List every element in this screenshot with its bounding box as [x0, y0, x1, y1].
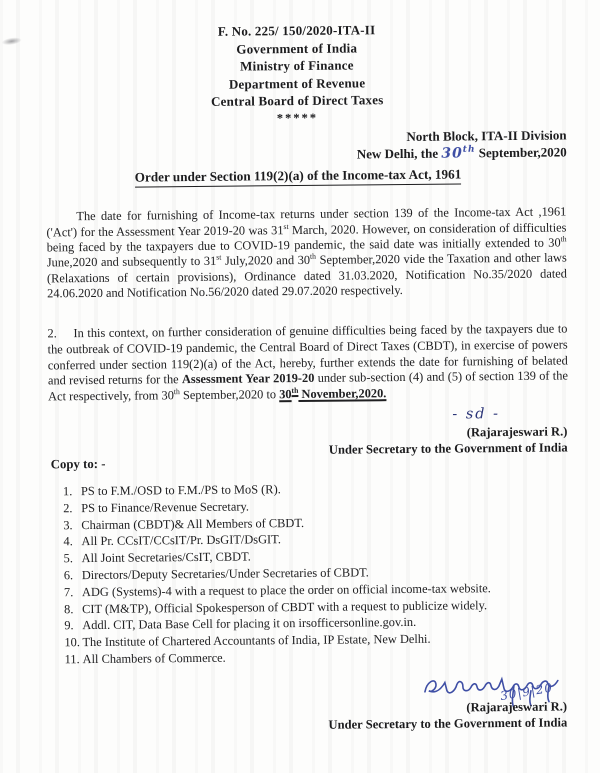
copy-to-item-number: 6.	[63, 568, 74, 583]
copy-to-item-number: 9.	[64, 618, 74, 633]
signatory-1-name: (Rajarajeswari R.)	[466, 424, 568, 440]
copy-to-item-text: All Pr. CCsIT/CCsIT/Pr. DsGIT/DsGIT.	[81, 532, 281, 549]
sd-handwritten-mark: - sd -	[452, 406, 501, 423]
copy-to-item-number: 11.	[64, 652, 80, 667]
handwritten-day: 30th	[441, 144, 476, 162]
signature-handwritten-date: 30|9|20	[499, 680, 554, 704]
copy-to-item-text: PS to Finance/Revenue Secretary.	[81, 499, 250, 515]
signatory-2-name: (Rajarajeswari R.)	[466, 699, 568, 715]
org-line-board: Central Board of Direct Taxes	[210, 92, 384, 109]
org-line-department: Department of Revenue	[228, 74, 366, 92]
paragraph-2-number: 2.	[47, 326, 57, 341]
signatory-1-designation: Under Secretary to the Government of India	[328, 440, 568, 457]
copy-to-item-text: Addl. CIT, Data Base Cell for placing it on irsofficersonline.gov.in.	[82, 615, 417, 633]
copy-to-item-text: All Joint Secretaries/CsIT, CBDT.	[81, 549, 251, 566]
copy-to-label: Copy to: -	[50, 456, 106, 472]
signatory-2-designation: Under Secretary to the Government of India	[328, 715, 568, 732]
copy-to-item-text: Chairman (CBDT)& All Members of CBDT.	[81, 515, 305, 532]
paragraph-2	[47, 322, 568, 405]
division-line: North Block, ITA-II Division	[406, 127, 567, 144]
copy-to-item-text: The Institute of Chartered Accountants of India, IP Estate, New Delhi.	[82, 631, 431, 650]
copy-to-item-number: 4.	[63, 534, 73, 549]
copy-to-item-number: 1.	[62, 484, 73, 499]
copy-to-item-text: Directors/Deputy Secretaries/Under Secretaries of CBDT.	[81, 565, 369, 583]
separator-stars: *****	[276, 110, 319, 125]
copy-to-item-number: 8.	[64, 601, 74, 616]
signatory-block-1	[329, 424, 568, 458]
signatory-block-2	[328, 699, 567, 733]
copy-to-item-number: 2.	[63, 500, 73, 516]
copy-to-item-text: CIT (M&TP), Official Spokesperson of CBDT with a request to publicize widely.	[82, 597, 488, 616]
copy-to-item-number: 7.	[63, 584, 74, 600]
copy-to-item-number: 5.	[63, 551, 74, 566]
copy-to-list	[63, 478, 570, 668]
date-line	[357, 144, 567, 163]
org-line-ministry: Ministry of Finance	[240, 57, 354, 74]
date-prefix: New Delhi, the	[356, 145, 442, 161]
copy-to-item-number: 10.	[64, 635, 81, 650]
org-line-government: Government of India	[236, 39, 358, 57]
copy-to-item-number: 3.	[63, 517, 73, 532]
copy-to-item-text: All Chambers of Commerce.	[82, 650, 226, 667]
paragraph-1: The date for furnishing of Income-tax returns under section 139 of the Income-tax Act ,1961 ('Act') for the Assessment Year 2019-20 was 31st March, 2020. However, on consideration of difficulties being faced by the taxpayers due to COVID-19 pandemic, the said date was initially extended to 30th June,2020 and subsequently to 31st July,2020 and 30th September,2020 vide the Taxation and other laws (Relaxations of certain provisions), Ordinance dated 31.03.2020, Notification No.35/2020 dated 24.06.2020 and Notification No.56/2020 dated 29.07.2020 respectively.	[46, 204, 567, 301]
copy-to-item-text: PS to F.M./OSD to F.M./PS to MoS (R).	[80, 482, 281, 499]
letterhead	[0, 19, 597, 130]
place-and-date-block	[357, 127, 567, 162]
file-number: F. No. 225/ 150/2020-ITA-II	[217, 22, 376, 39]
order-title: Order under Section 119(2)(a) of the Income-tax Act, 1961	[135, 166, 462, 187]
order-title-row	[0, 164, 598, 188]
paragraph-2-text: In this context, on further consideration of genuine difficulties being faced by the taxpayers due to the outbreak of COVID-19 pandemic, the Central Board of Direct Taxes (CBDT), in exercise of powers conferred under section 119(2)(a) of the Act, hereby, further extends the date for furnishing of belated and revised returns for the Assessment Year 2019-20 under sub-section (4) and (5) of section 139 of the Act respectively, from 30th September,2020 to 30th November,2020.	[47, 321, 568, 404]
copy-to-item	[65, 646, 570, 668]
date-suffix: September,2020	[475, 143, 567, 160]
copy-to-item-text: ADG (Systems)-4 with a request to place the order on official income-tax website.	[81, 580, 491, 599]
